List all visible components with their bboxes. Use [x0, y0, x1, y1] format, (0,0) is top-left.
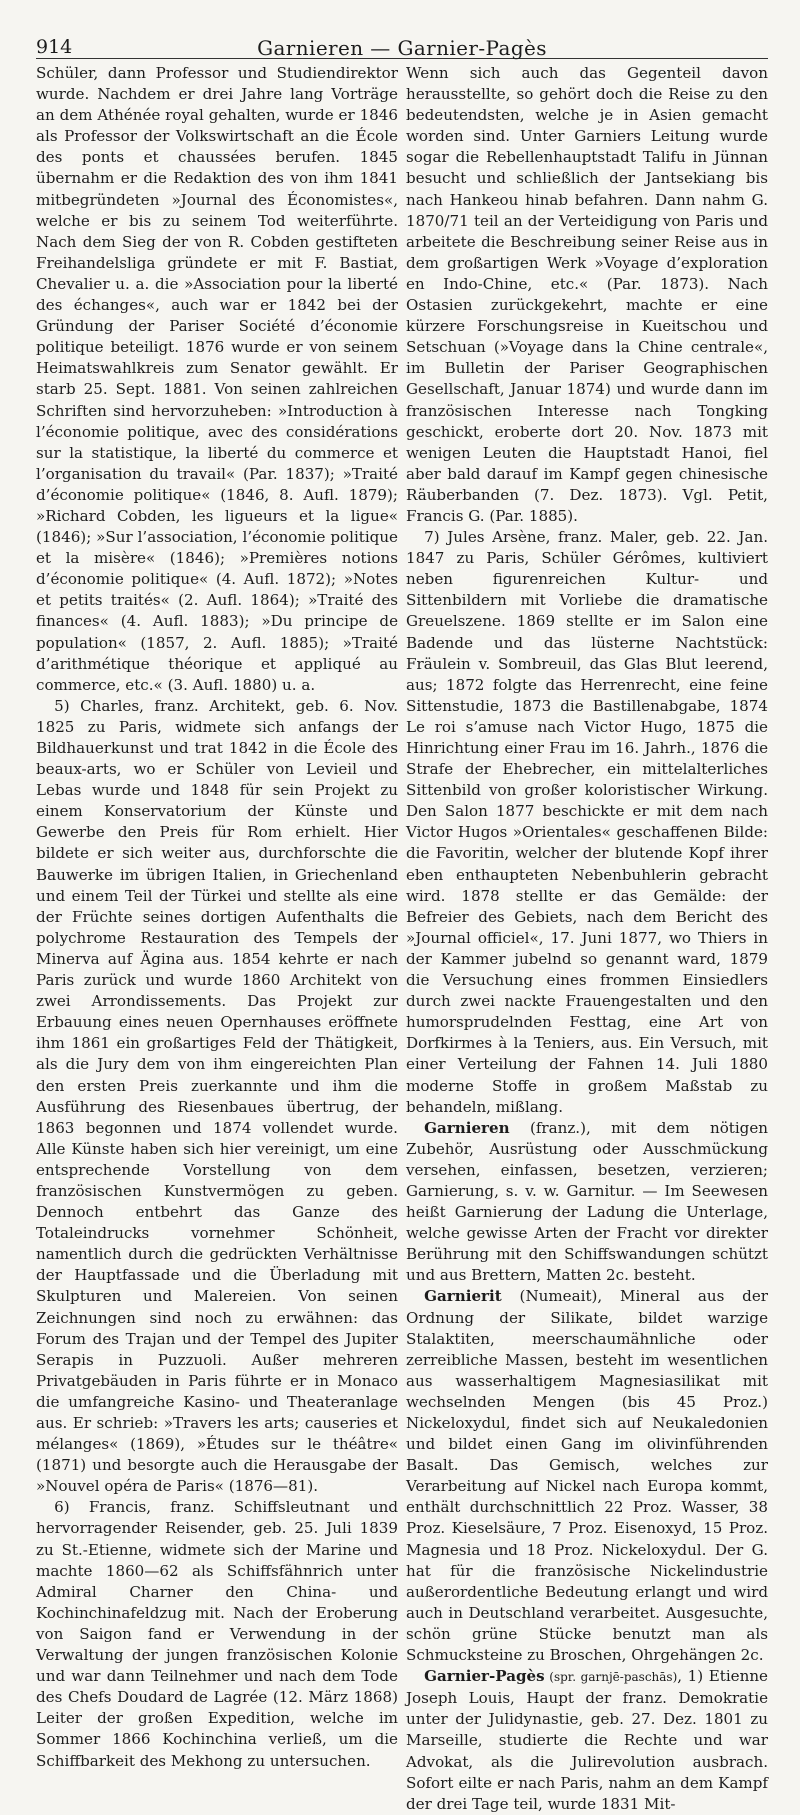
running-title: Garnieren — Garnier-Pagès [257, 36, 547, 60]
paragraph-francis-garnier-cont: Wenn sich auch das Gegenteil davon herausstellte, so gehört doch die Reise zu den bedeutendsten, welche je in Asien gemacht worden sind. Unter Garniers Leitung wurde sogar die Rebellenhauptstadt Talifu in Jünnan besucht und schließlich der Jantsekiang bis nach Hankeou hinab befahren. Dann nahm G. 1870/71 teil an der Verteidigung von Paris und arbeitete die Beschreibung seiner Reise aus in dem großartigen Werk »Voyage d’exploration en Indo-Chine, etc.« (Par. 1873). Nach Ostasien zurückgekehrt, machte er eine kürzere Forschungsreise in Kueitschou und Setschuan (»Voyage dans la Chine centrale«, im Bulletin der Pariser Geographischen Gesellschaft, Januar 1874) und wurde dann im französischen Interesse nach Tongking geschickt, eroberte dort 20. Nov. 1873 mit wenigen Leuten die Hauptstadt Hanoi, fiel aber bald darauf im Kampf gegen chinesische Räuberbanden (7. Dez. 1873). Vgl. Petit, Francis G. (Par. 1885). [406, 64, 768, 525]
paragraph-francis-garnier: 6) Francis, franz. Schiffsleutnant und hervorragender Reisender, geb. 25. Juli 1839 zu St.-Etienne, widmete sich der Marine und machte 1860—62 als Schiffsfähnrich unter Admiral Charner den China- und Kochinchinafeldzug mit. Nach der Eroberung von Saigon fand er Verwendung in der Verwaltung der jungen französischen Kolonie und war dann Teilnehmer und nach dem Tode des Chefs Doudard de Lagrée (12. März 1868) Leiter der großen Expedition, welche im Sommer 1866 Kochinchina verließ, um die Schiffbarkeit des Mekhong zu untersuchen. [36, 1498, 398, 1770]
page-header [36, 0, 768, 59]
entry-text-garnier-pages: , 1) Etienne Joseph Louis, Haupt der franz. Demokratie unter der Julidynastie, geb. 27. Dez. 1801 zu Marseille, studierte die Rechte und war Advokat, als die Julirevolution ausbrach. Sofort eilte er nach Paris, nahm an dem Kampf der drei Tage teil, wurde 1831 Mit- [406, 1667, 768, 1813]
entry-title-garnier-pages: Garnier-Pagès [424, 1667, 545, 1686]
entry-title-garnierit: Garnierit [424, 1287, 502, 1306]
paragraph-garnier-economist-cont: Schüler, dann Professor und Studiendirektor wurde. Nachdem er drei Jahre lang Vorträge an dem Athénée royal gehalten, wurde er 1846 als Professor der Volkswirtschaft an die École des ponts et chaussées berufen. 1845 übernahm er die Redaktion des von ihm 1841 mitbegründeten »Journal des Économistes«, welche er bis zu seinem Tod weiterführte. Nach dem Sieg der von R. Cobden gestifteten Freihandelsliga gründete er mit F. Bastiat, Chevalier u. a. die »Association pour la liberté des échanges«, auch war er 1842 bei der Gründung der Pariser Société d’économie politique beteiligt. 1876 wurde er von seinem Heimatswahlkreis zum Senator gewählt. Er starb 25. Sept. 1881. Von seinen zahlreichen Schriften sind hervorzuheben: »Introduction à l’économie politique, avec des considérations sur la statistique, la liberté du commerce et l’organisation du travail« (Par. 1837); »Traité d’économie politique« (1846, 8. Aufl. 1879); »Richard Cobden, les ligueurs et la ligue« (1846); »Sur l’association, l’économie politique et la misère« (1846); »Premières notions d’économie politique« (4. Aufl. 1872); »Notes et petits traités« (2. Aufl. 1864); »Traité des finances« (4. Aufl. 1883); »Du principe de population« (1857, 2. Aufl. 1885); »Traité d’arithmétique théorique et appliqué au commerce, etc.« (3. Aufl. 1880) u. a. [36, 64, 398, 694]
pronunciation-note: (spr. garnjē-paschās) [544, 1670, 678, 1685]
entry-text-garnierit: (Numeait), Mineral aus der Ordnung der Silikate, bildet warzige Stalaktiten, meerschaumähnliche oder zerreibliche Massen, besteht im wesentlichen aus wasserhaltigem Magnesiasilikat mit wechselnden Mengen (bis 45 Proz.) Nickeloxydul, findet sich auf Neukaledonien und bildet einen Gang im olivinführenden Basalt. Das Gemisch, welches zur Verarbeitung auf Nickel nach Europa kommt, enthält durchschnittlich 22 Proz. Wasser, 38 Proz. Kieselsäure, 7 Proz. Eisenoxyd, 15 Proz. Magnesia und 18 Proz. Nickeloxydul. Der G. hat für die französische Nickelindustrie außerordentliche Bedeutung erlangt und wird auch in Deutschland verarbeitet. Ausgesuchte, schön grüne Stücke benutzt man als Schmucksteine zu Broschen, Ohrgehängen 2c. [406, 1287, 768, 1665]
entry-garnierit [406, 1286, 768, 1666]
entry-garnieren [406, 1118, 768, 1287]
text-columns [36, 63, 768, 1813]
left-column [36, 63, 398, 1770]
entry-title-garnieren: Garnieren [424, 1118, 510, 1137]
entry-garnier-pages [406, 1666, 768, 1815]
paragraph-charles-garnier: 5) Charles, franz. Architekt, geb. 6. Nov. 1825 zu Paris, widmete sich anfangs der Bildhauerkunst und trat 1842 in die École des beaux-arts, wo er Schüler von Levieil und Lebas wurde und 1848 für sein Projekt zu einem Konservatorium der Künste und Gewerbe den Preis für Rom erhielt. Hier bildete er sich weiter aus, durchforschte die Bauwerke im übrigen Italien, in Griechenland und einem Teil der Türkei und stellte als eine der Früchte seines dortigen Aufenthalts die polychrome Restauration des Tempels der Minerva auf Ägina aus. 1854 kehrte er nach Paris zurück und wurde 1860 Architekt von zwei Arrondissements. Das Projekt zur Erbauung eines neuen Opernhauses eröffnete ihm 1861 ein großartiges Feld der Thätigkeit, als die Jury dem von ihm eingereichten Plan den ersten Preis zuerkannte und ihm die Ausführung des Riesenbaues übertrug, der 1863 begonnen und 1874 vollendet wurde. Alle Künste haben sich hier vereinigt, um eine entsprechende Vorstellung von dem französischen Kunstvermögen zu geben. Dennoch entbehrt das Ganze des Totaleindrucks vornehmer Schönheit, namentlich durch die gedrückten Verhältnisse der Hauptfassade und die Überladung mit Skulpturen und Malereien. Von seinen Zeichnungen sind noch zu erwähnen: das Forum des Trajan und der Tempel des Jupiter Serapis in Puzzuoli. Außer mehreren Privatgebäuden in Paris führte er in Monaco die umfangreiche Kasino- und Theateranlage aus. Er schrieb: »Travers les arts; causeries et mélanges« (1869), »Études sur le théâtre« (1871) und besorgte auch die Herausgabe der »Nouvel opéra de Paris« (1876—81). [36, 696, 398, 1496]
paragraph-jules-arsene-garnier: 7) Jules Arsène, franz. Maler, geb. 22. Jan. 1847 zu Paris, Schüler Gérômes, kultiviert neben figurenreichen Kultur- und Sittenbildern mit Vorliebe die dramatische Greuelszene. 1869 stellte er im Salon eine Badende und das lüsterne Nachtstück: Fräulein v. Sombreuil, das Glas Blut leerend, aus; 1872 folgte das Herrenrecht, eine feine Sittenstudie, 1873 die Bastillenabgabe, 1874 Le roi s’amuse nach Victor Hugo, 1875 die Hinrichtung einer Frau im 16. Jahrh., 1876 die Strafe der Ehebrecher, ein mittelalterliches Sittenbild von großer koloristischer Wirkung. Den Salon 1877 beschickte er mit dem nach Victor Hugos »Orientales« geschaffenen Bilde: die Favoritin, welcher der blutende Kopf ihrer eben enthaupteten Nebenbuhlerin gebracht wird. 1878 stellte er das Gemälde: der Befreier des Gebiets, nach dem Bericht des »Journal officiel«, 17. Juni 1877, wo Thiers in der Kammer jubelnd so genannt ward, 1879 die Versuchung eines frommen Einsiedlers durch zwei nackte Frauengestalten und den humorsprudelnden Festtag, eine Art von Dorfkirmes à la Teniers, aus. Ein Versuch, mit einer Verteilung der Fahnen 14. Juli 1880 moderne Stoffe in großem Maßstab zu behandeln, mißlang. [406, 528, 768, 1116]
page-number: 914 [36, 36, 73, 58]
entry-text-garnieren: (franz.), mit dem nötigen Zubehör, Ausrüstung oder Ausschmückung versehen, einfassen, besetzen, verzieren; Garnierung, s. v. w. Garnitur. — Im Seewesen heißt Garnierung der Ladung die Unterlage, welche gewisse Arten der Fracht vor direkter Berührung mit den Schiffswandungen schützt und aus Brettern, Matten 2c. besteht. [406, 1118, 768, 1285]
right-column [406, 63, 768, 1813]
